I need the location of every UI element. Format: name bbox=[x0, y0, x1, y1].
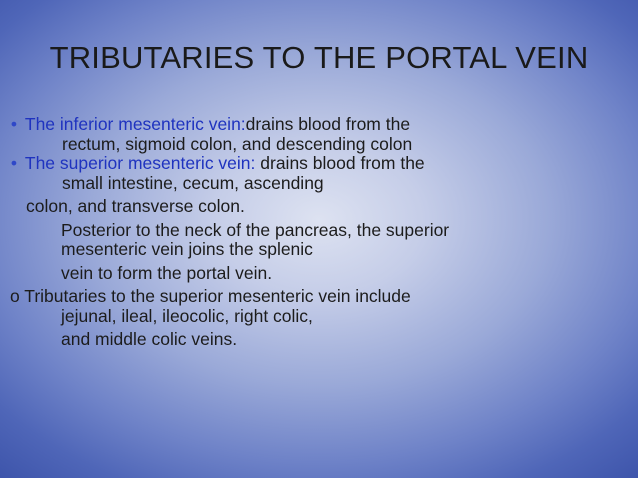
paragraph-posterior-line2: mesenteric vein joins the splenic bbox=[61, 239, 313, 259]
paragraph-middle-colic: and middle colic veins. bbox=[61, 329, 238, 349]
paragraph-colon: colon, and transverse colon. bbox=[26, 196, 245, 216]
inferior-mesenteric-label: The inferior mesenteric vein: bbox=[24, 114, 246, 134]
bullet-inferior-mesenteric bbox=[10, 115, 630, 135]
bullet-text-wrap bbox=[25, 114, 410, 134]
paragraph-tributaries-line1: o Tributaries to the superior mesenteric vein include bbox=[10, 286, 411, 306]
bullet-icon: • bbox=[10, 114, 18, 134]
paragraph-tributaries-line2: jejunal, ileal, ileocolic, right colic, bbox=[61, 305, 313, 326]
inferior-mesenteric-text: drains blood from the bbox=[245, 114, 411, 134]
paragraph-posterior-line1: Posterior to the neck of the pancreas, the superior bbox=[61, 219, 450, 240]
bullet-icon: • bbox=[10, 153, 18, 173]
superior-mesenteric-label: The superior mesenteric vein: bbox=[24, 153, 256, 173]
inferior-mesenteric-continuation: rectum, sigmoid colon, and descending colon bbox=[62, 133, 413, 154]
slide-body bbox=[10, 115, 630, 350]
superior-mesenteric-text: drains blood from the bbox=[255, 153, 425, 173]
bullet-text-wrap bbox=[25, 153, 425, 173]
superior-mesenteric-continuation: small intestine, cecum, ascending bbox=[62, 172, 324, 193]
slide-title: TRIBUTARIES TO THE PORTAL VEIN bbox=[49, 40, 589, 75]
bullet-superior-mesenteric bbox=[10, 154, 630, 174]
paragraph-portal-vein: vein to form the portal vein. bbox=[61, 262, 273, 283]
